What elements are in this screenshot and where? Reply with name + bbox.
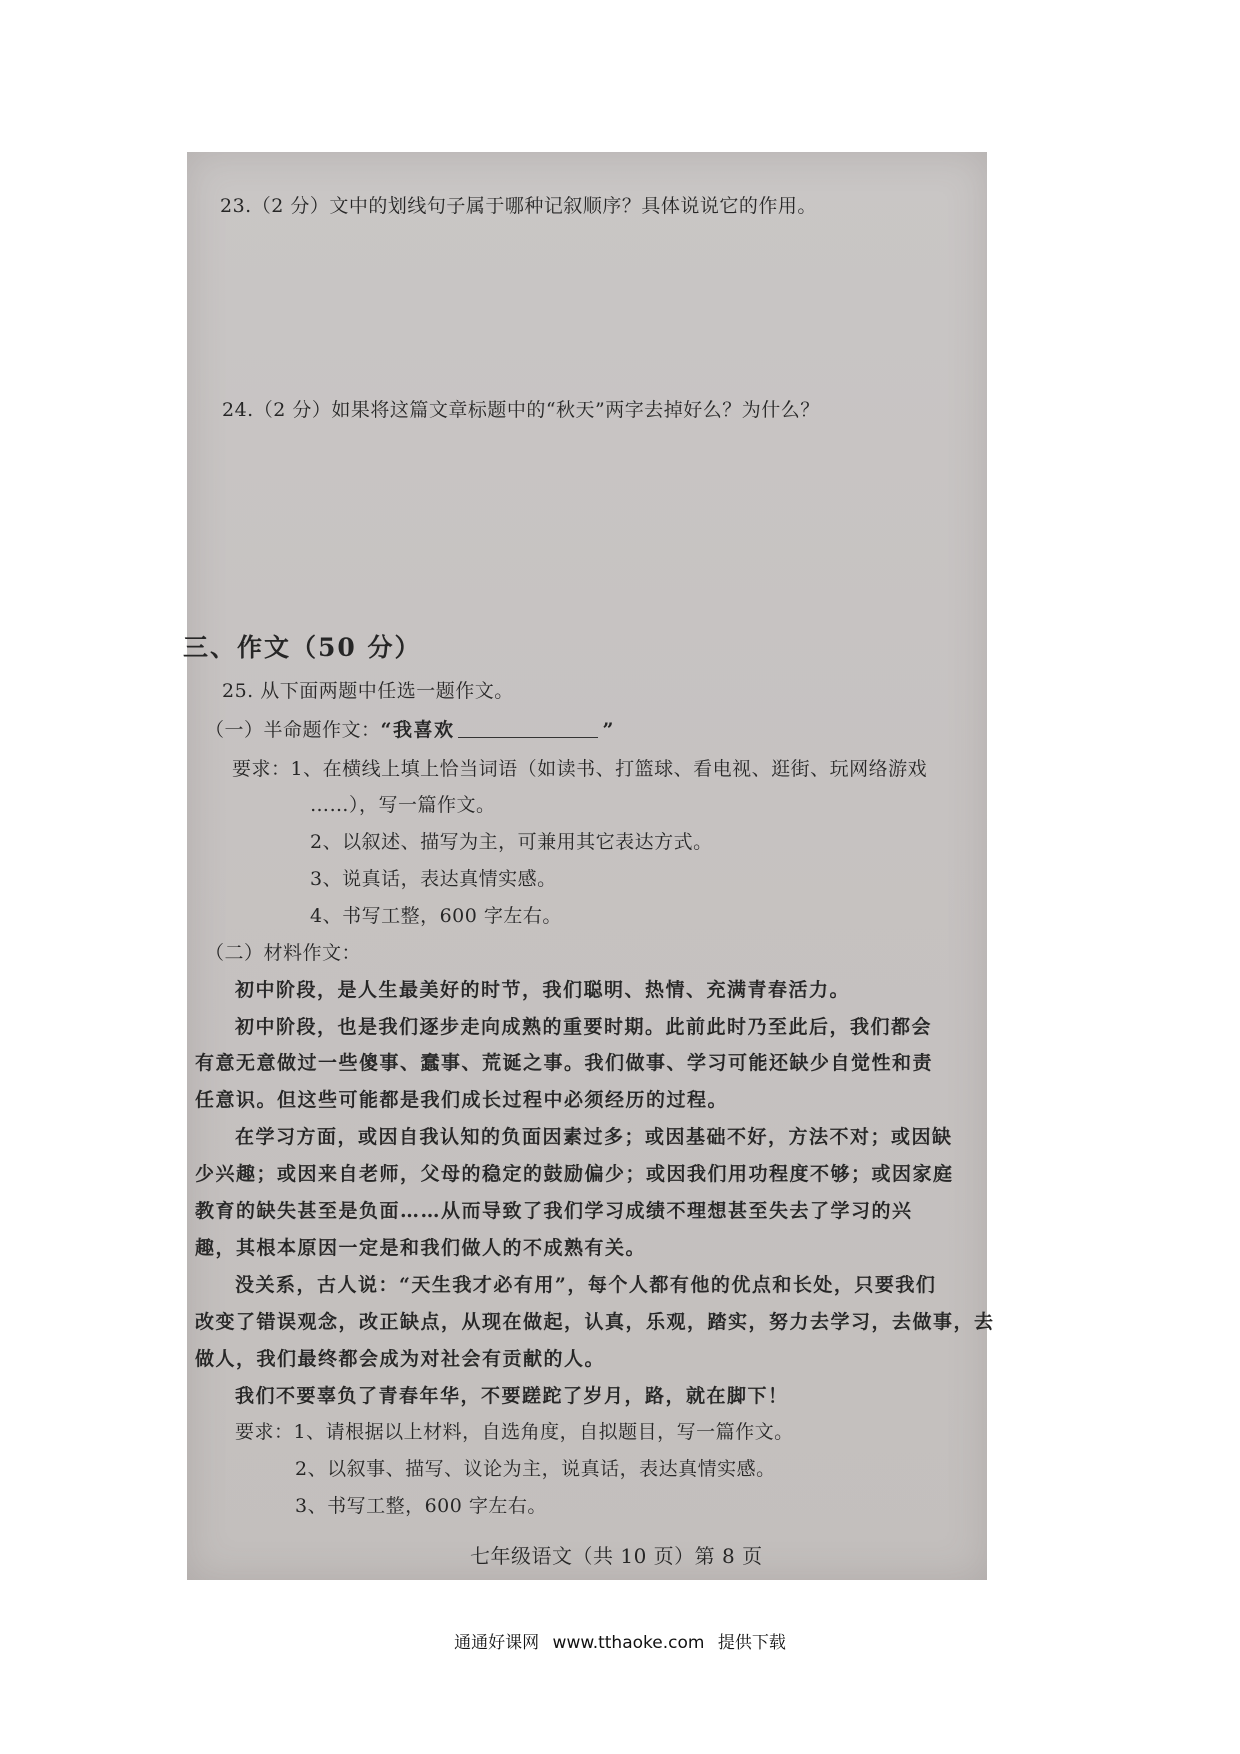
option-1-title-open: “我喜欢 <box>380 719 455 741</box>
option-2-req-1: 要求：1、请根据以上材料，自选角度，自拟题目，写一篇作文。 <box>235 1421 794 1443</box>
option-1-title-close: ” <box>602 719 615 741</box>
material-line: 改变了错误观念，改正缺点，从现在做起，认真，乐观，踏实，努力去学习，去做事，去 <box>195 1311 995 1333</box>
material-line: 没关系，古人说：“天生我才必有用”，每个人都有他的优点和长处，只要我们 <box>235 1274 937 1296</box>
material-line: 教育的缺失甚至是负面……从而导致了我们学习成绩不理想甚至失去了学习的兴 <box>195 1200 913 1222</box>
page-number-footer: 七年级语文（共 10 页）第 8 页 <box>470 1544 763 1568</box>
material-line: 趣，其根本原因一定是和我们做人的不成熟有关。 <box>195 1237 647 1259</box>
material-line: 在学习方面，或因自我认知的负面因素过多；或因基础不好，方法不对；或因缺 <box>235 1126 953 1148</box>
scanned-page-photo <box>183 152 995 1580</box>
option-1-heading <box>205 715 615 742</box>
question-23: 23.（2 分）文中的划线句子属于哪种记叙顺序？具体说说它的作用。 <box>220 195 817 217</box>
material-line: 初中阶段，也是我们逐步走向成熟的重要时期。此前此时乃至此后，我们都会 <box>235 1016 933 1038</box>
option-2-req-2: 2、以叙事、描写、议论为主，说真话，表达真情实感。 <box>295 1458 776 1480</box>
option-1-req-2: 2、以叙述、描写为主，可兼用其它表达方式。 <box>310 831 713 853</box>
option-2-req-3: 3、书写工整，600 字左右。 <box>295 1495 547 1517</box>
question-24: 24.（2 分）如果将这篇文章标题中的“秋天”两字去掉好么？为什么？ <box>222 399 820 421</box>
site-url[interactable]: www.tthaoke.com <box>552 1633 705 1653</box>
option-1-req-1: 要求：1、在横线上填上恰当词语（如读书、打篮球、看电视、逛街、玩网络游戏 <box>232 758 928 780</box>
material-line: 少兴趣；或因来自老师，父母的稳定的鼓励偏少；或因我们用功程度不够；或因家庭 <box>195 1163 954 1185</box>
material-line: 任意识。但这些可能都是我们成长过程中必须经历的过程。 <box>195 1089 729 1111</box>
title-blank-line <box>458 719 598 738</box>
site-name: 通通好课网 <box>454 1633 540 1653</box>
section-composition-heading: 三、作文（50 分） <box>183 633 422 662</box>
site-suffix: 提供下载 <box>717 1633 786 1653</box>
option-1-req-3: 3、说真话，表达真情实感。 <box>310 868 557 890</box>
site-footer <box>0 1628 1240 1653</box>
material-line: 初中阶段，是人生最美好的时节，我们聪明、热情、充满青春活力。 <box>235 979 851 1001</box>
material-line: 我们不要辜负了青春年华，不要蹉跎了岁月，路，就在脚下！ <box>235 1385 789 1407</box>
question-25: 25. 从下面两题中任选一题作文。 <box>222 680 514 702</box>
option-2-heading: （二）材料作文： <box>205 942 362 964</box>
option-1-req-1-cont: ……），写一篇作文。 <box>310 794 496 816</box>
option-1-req-4: 4、书写工整，600 字左右。 <box>310 905 562 927</box>
material-line: 有意无意做过一些傻事、蠢事、荒诞之事。我们做事、学习可能还缺少自觉性和责 <box>195 1052 934 1074</box>
option-1-label: （一）半命题作文： <box>205 719 381 741</box>
material-line: 做人，我们最终都会成为对社会有贡献的人。 <box>195 1348 606 1370</box>
